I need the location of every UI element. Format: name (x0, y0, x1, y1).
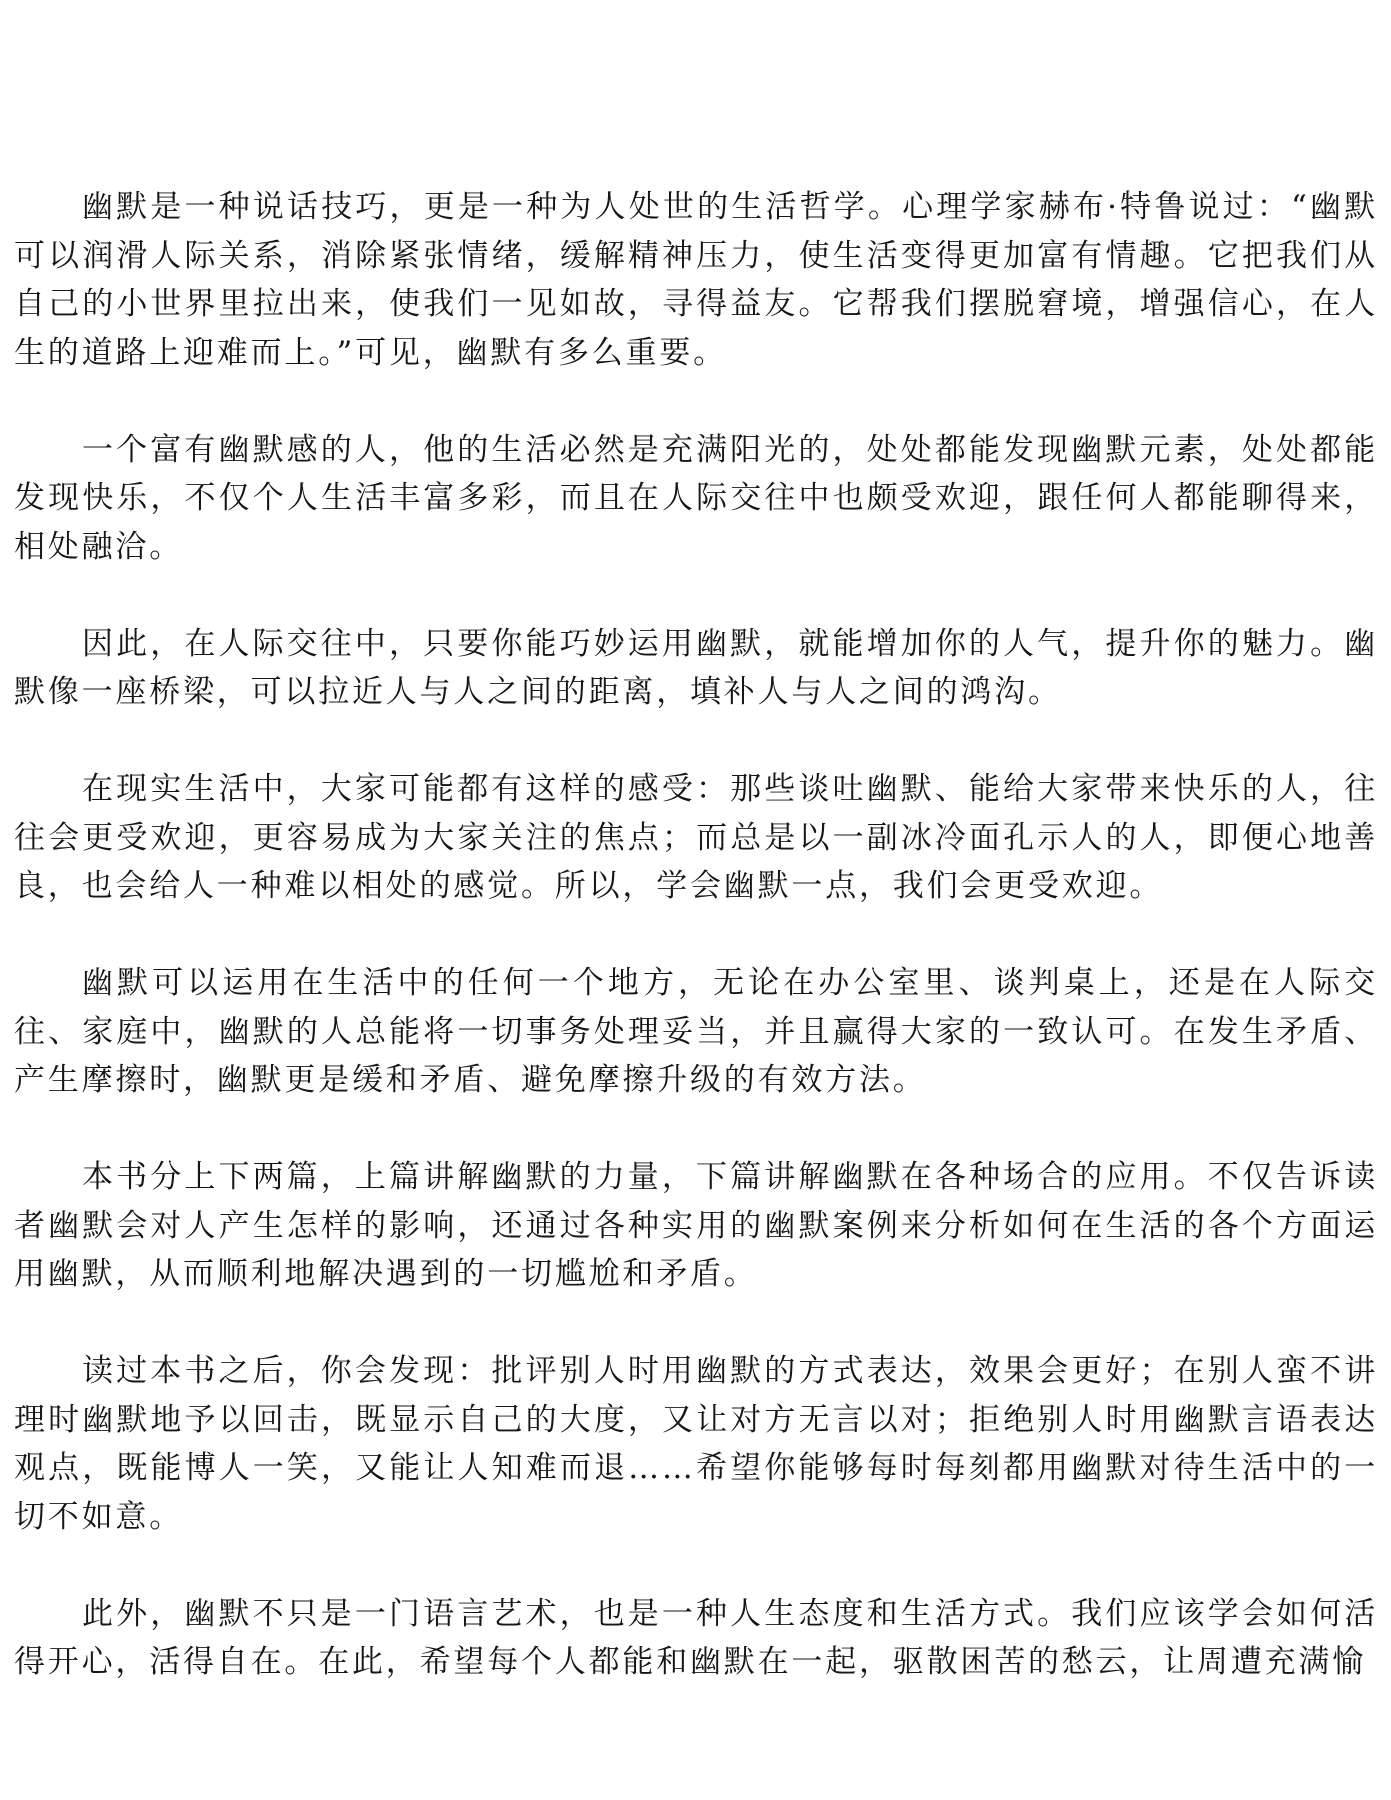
paragraph-1: 幽默是一种说话技巧，更是一种为人处世的生活哲学。心理学家赫布·特鲁说过：“幽默可以润滑人际关系，消除紧张情绪，缓解精神压力，使生活变得更加富有情趣。它把我们从自己的小世界里拉出来，使我们一见如故，寻得益友。它帮我们摆脱窘境，增强信心，在人生的道路上迎难而上。”可见，幽默有多么重要。 (14, 189, 1378, 371)
paragraph-7: 读过本书之后，你会发现：批评别人时用幽默的方式表达，效果会更好；在别人蛮不讲理时幽默地予以回击，既显示自己的大度，又让对方无言以对；拒绝别人时用幽默言语表达观点，既能博人一笑，又能让人知难而退……希望你能够每时每刻都用幽默对待生活中的一切不如意。 (14, 1353, 1378, 1535)
paragraph-5: 幽默可以运用在生活中的任何一个地方，无论在办公室里、谈判桌上，还是在人际交往、家庭中，幽默的人总能将一切事务处理妥当，并且赢得大家的一致认可。在发生矛盾、产生摩擦时，幽默更是缓和矛盾、避免摩擦升级的有效方法。 (14, 965, 1378, 1098)
paragraph-4: 在现实生活中，大家可能都有这样的感受：那些谈吐幽默、能给大家带来快乐的人，往往会更受欢迎，更容易成为大家关注的焦点；而总是以一副冰冷面孔示人的人，即便心地善良，也会给人一种难以相处的感觉。所以，学会幽默一点，我们会更受欢迎。 (14, 771, 1378, 904)
paragraph-8: 此外，幽默不只是一门语言艺术，也是一种人生态度和生活方式。我们应该学会如何活得开心，活得自在。在此，希望每个人都能和幽默在一起，驱散困苦的愁云，让周遭充满愉 (14, 1595, 1378, 1680)
body-text (14, 183, 1378, 1687)
paragraph-3: 因此，在人际交往中，只要你能巧妙运用幽默，就能增加你的人气，提升你的魅力。幽默像一座桥梁，可以拉近人与人之间的距离，填补人与人之间的鸿沟。 (14, 625, 1378, 710)
paragraph-6: 本书分上下两篇，上篇讲解幽默的力量，下篇讲解幽默在各种场合的应用。不仅告诉读者幽默会对人产生怎样的影响，还通过各种实用的幽默案例来分析如何在生活的各个方面运用幽默，从而顺利地解决遇到的一切尴尬和矛盾。 (14, 1159, 1378, 1292)
paragraph-2: 一个富有幽默感的人，他的生活必然是充满阳光的，处处都能发现幽默元素，处处都能发现快乐，不仅个人生活丰富多彩，而且在人际交往中也颇受欢迎，跟任何人都能聊得来，相处融洽。 (14, 431, 1378, 565)
